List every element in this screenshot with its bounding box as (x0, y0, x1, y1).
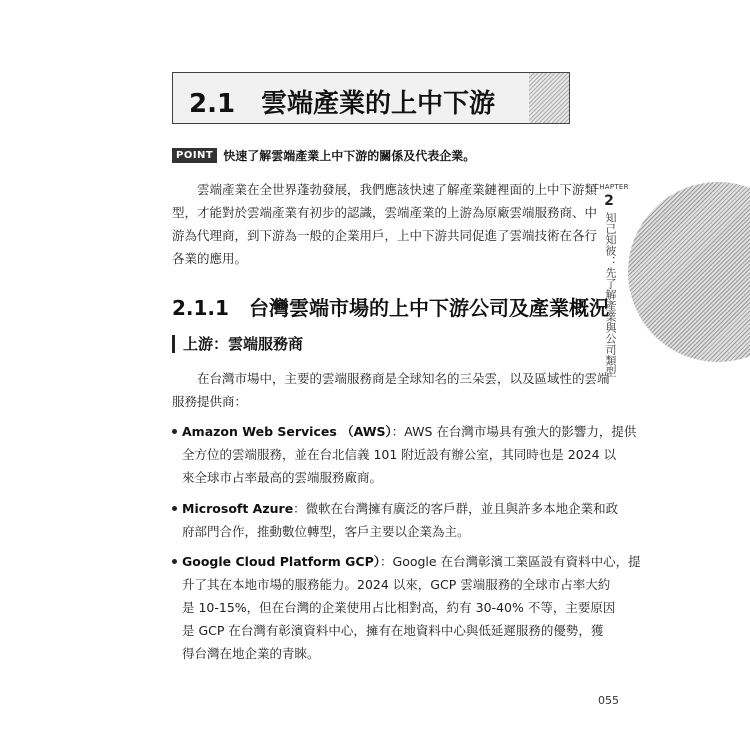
bullet-lead: Microsoft Azure (182, 501, 294, 516)
intro-line: 各業的應用。 (172, 251, 248, 266)
bullet-dot (172, 506, 177, 511)
bullet-line: 升了其在本地市場的服務能力。2024 以來，GCP 雲端服務的全球市占率大約 (182, 577, 611, 592)
title-box-texture (529, 73, 569, 123)
chapter-title: 知己知彼：先了解產業與公司類型 (604, 212, 617, 377)
point-text: 快速了解雲端產業上中下游的關係及代表企業。 (223, 148, 476, 163)
bullet-dot (172, 559, 177, 564)
chapter-label: CHAPTER (594, 183, 629, 191)
bullet-item-aws (172, 420, 636, 489)
point-callout (172, 146, 475, 164)
bullet-first-line: ：AWS 在台灣市場具有強大的影響力，提供 (391, 424, 637, 439)
bullet-first-line: ：微軟在台灣擁有廣泛的客戶群，並且與許多本地企業和政 (293, 501, 619, 516)
bullet-line: 府部門合作，推動數位轉型，客戶主要以企業為主。 (182, 524, 470, 539)
bullet-item-gcp (172, 550, 641, 665)
point-badge: POINT (172, 148, 217, 163)
subsection-title: 2.1.1 台灣雲端市場的上中下游公司及產業概況 (172, 296, 609, 320)
upstream-heading (172, 333, 303, 354)
upstream-heading-text: 上游：雲端服務商 (183, 335, 304, 353)
section-title: 2.1 雲端產業的上中下游 (189, 89, 496, 119)
intro-line: 型，才能對於雲端產業有初步的認識，雲端產業的上游為原廠雲端服務商、中 (172, 205, 598, 220)
bullet-line: 全方位的雲端服務，並在台北信義 101 附近設有辦公室，其同時也是 2024 以 (182, 447, 617, 462)
bullet-line: 得台灣在地企業的青睞。 (182, 646, 320, 661)
bullet-lead: Amazon Web Services （AWS） (182, 424, 392, 439)
bullet-item-azure (172, 497, 618, 543)
upstream-line: 服務提供商： (172, 394, 248, 409)
section-title-box (172, 72, 570, 124)
heading-bar (172, 335, 175, 353)
chapter-number: 2 (604, 193, 614, 209)
bullet-line: 是 GCP 在台灣有彰濱資料中心，擁有在地資料中心與低延遲服務的優勢，獲 (182, 623, 604, 638)
bullet-line: 是 10-15%，但在台灣的企業使用占比相對高，約有 30-40% 不等，主要原因 (182, 600, 616, 615)
bullet-first-line: ：Google 在台灣彰濱工業區設有資料中心，提 (380, 554, 641, 569)
upstream-line: 在台灣市場中，主要的雲端服務商是全球知名的三朵雲，以及區域性的雲端 (172, 371, 610, 386)
intro-line: 雲端產業在全世界蓬勃發展，我們應該快速了解產業鏈裡面的上中下游類 (172, 182, 598, 197)
upstream-paragraph (172, 367, 610, 413)
intro-paragraph (172, 178, 597, 270)
bullet-line: 來全球市占率最高的雲端服務廠商。 (182, 470, 383, 485)
page-number: 055 (598, 694, 619, 707)
chapter-tab-disc (628, 182, 750, 362)
bullet-lead: Google Cloud Platform GCP） (182, 554, 381, 569)
bullet-dot (172, 429, 177, 434)
intro-line: 游為代理商，到下游為一般的企業用戶，上中下游共同促進了雲端技術在各行 (172, 228, 598, 243)
